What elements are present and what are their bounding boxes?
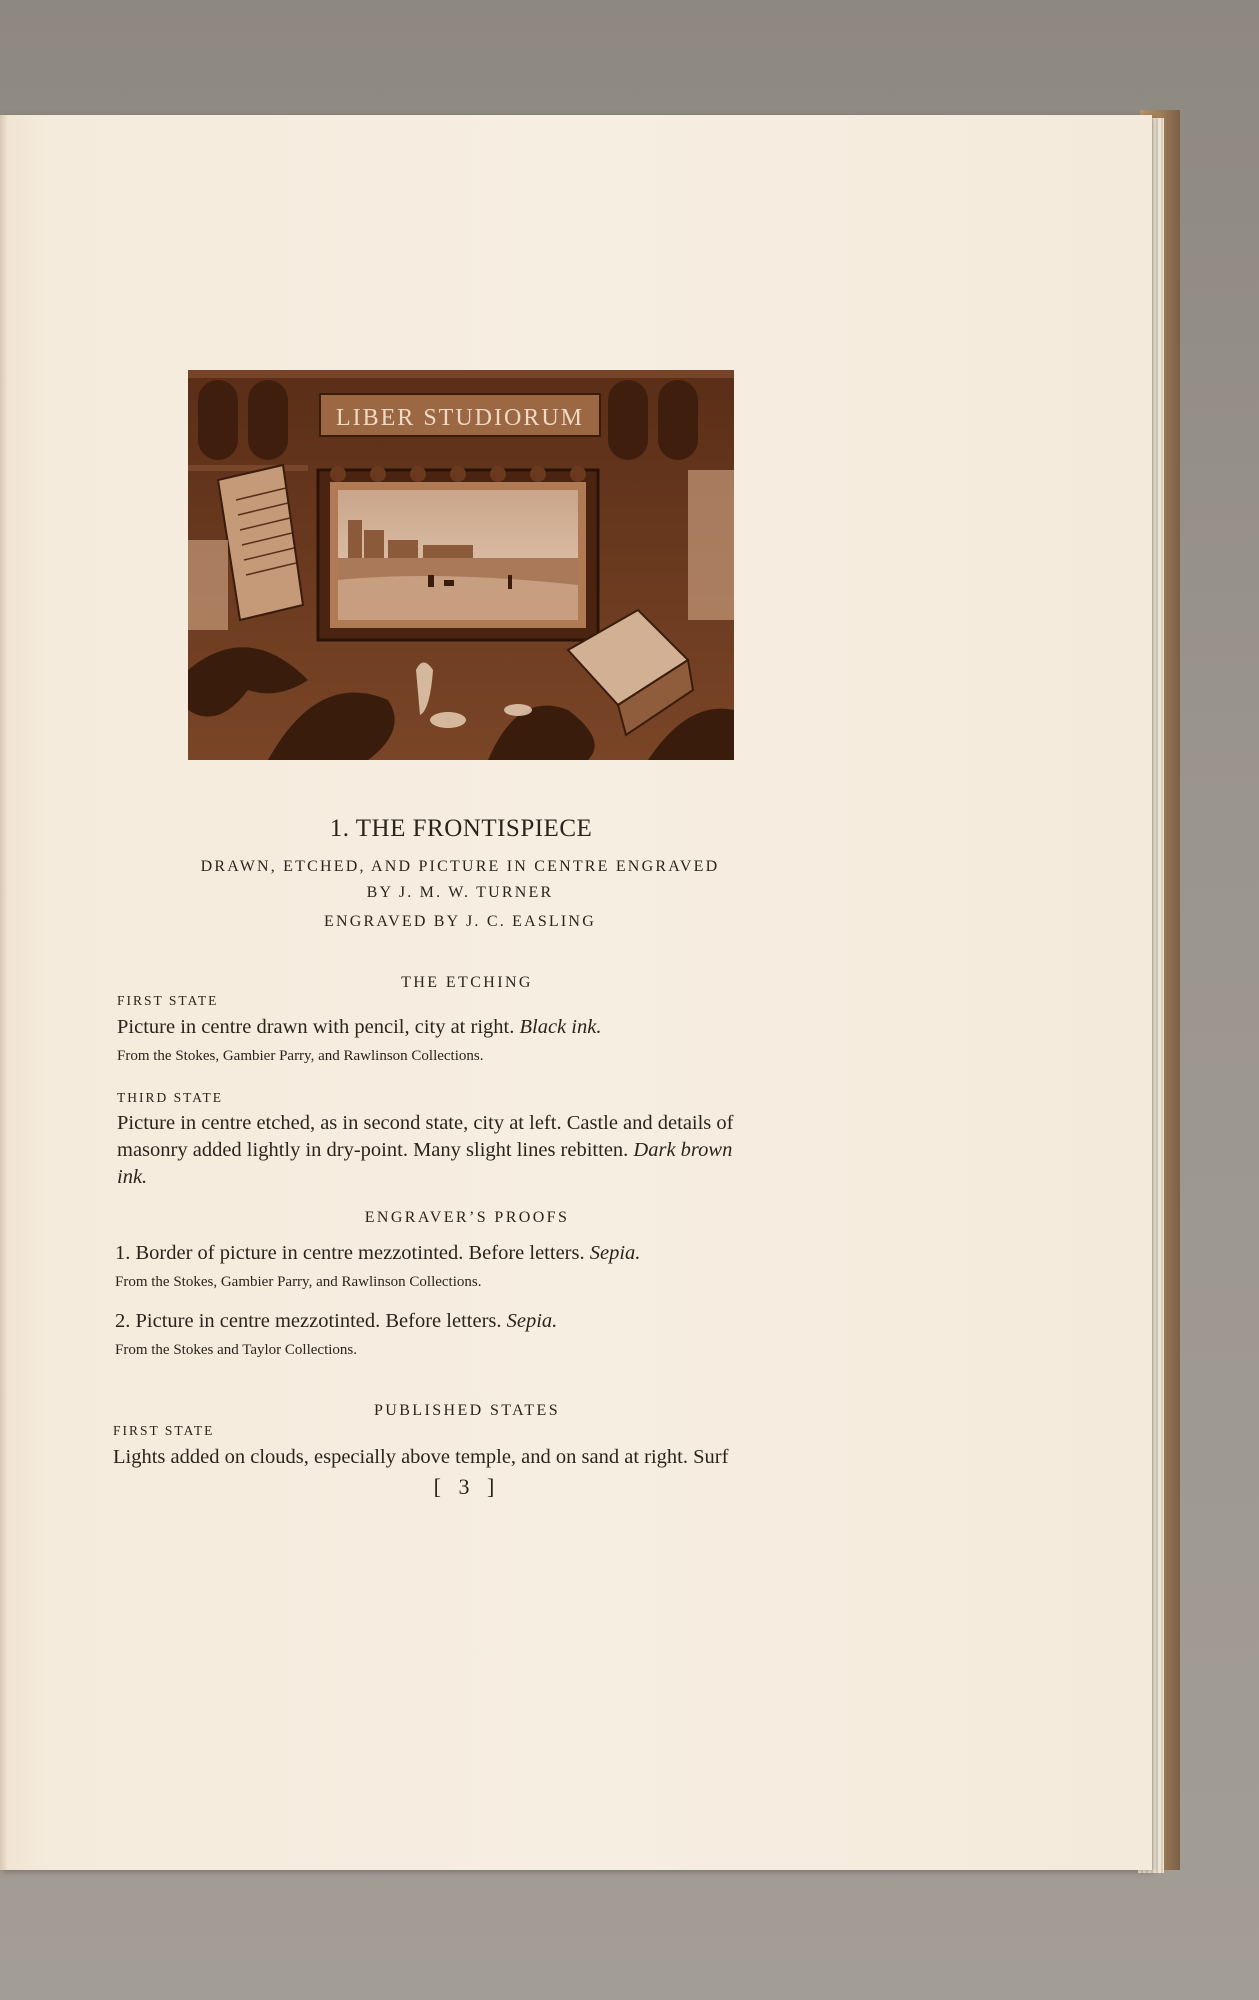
published-first-state-label: FIRST STATE xyxy=(113,1423,215,1438)
etching-first-state-provenance: From the Stokes, Gambier Parry, and Rawlinson Collections. xyxy=(117,1048,484,1064)
proofs-heading: ENGRAVER’S PROOFS xyxy=(364,1209,570,1226)
proof-item-2 xyxy=(115,1308,557,1335)
etching-third-state-line-2-text: masonry added lightly in dry-point. Many slight lines rebitten. xyxy=(117,1139,634,1161)
proof-item-2-text: 2. Picture in centre mezzotinted. Before letters. xyxy=(115,1310,507,1332)
etching-third-state-ink-part-1: Dark brown xyxy=(633,1139,733,1161)
etching-third-state-line-3 xyxy=(117,1164,147,1191)
proof-item-2-ink: Sepia. xyxy=(506,1310,558,1332)
credit-line-1: DRAWN, ETCHED, AND PICTURE IN CENTRE ENGRAVED xyxy=(200,858,720,875)
plate-inscription: LIBER STUDIORUM xyxy=(335,405,585,431)
etching-first-state-ink: Black ink. xyxy=(519,1016,602,1038)
entry-title: 1. THE FRONTISPIECE xyxy=(329,815,593,842)
credit-line-2: BY J. M. W. TURNER xyxy=(366,884,554,901)
etching-first-state-text xyxy=(117,1014,601,1041)
frontispiece-plate xyxy=(188,370,734,760)
etching-heading: THE ETCHING xyxy=(401,974,533,991)
proof-item-2-provenance: From the Stokes and Taylor Collections. xyxy=(115,1342,357,1358)
page-number: [ 3 ] xyxy=(433,1474,501,1499)
proof-item-1-provenance: From the Stokes, Gambier Parry, and Rawlinson Collections. xyxy=(115,1274,482,1290)
frontispiece-illustration xyxy=(188,370,734,760)
etching-third-state-line-2 xyxy=(117,1137,732,1164)
proof-item-1-text: 1. Border of picture in centre mezzotinted. Before letters. xyxy=(115,1242,590,1264)
etching-first-state-description: Picture in centre drawn with pencil, city at right. xyxy=(117,1016,520,1038)
published-first-state-text: Lights added on clouds, especially above temple, and on sand at right. Surf xyxy=(113,1446,729,1468)
credit-line-3: ENGRAVED BY J. C. EASLING xyxy=(324,913,596,930)
published-heading: PUBLISHED STATES xyxy=(373,1402,561,1419)
page-gutter-shadow xyxy=(0,115,8,1870)
etching-third-state-line-1: Picture in centre etched, as in second state, city at left. Castle and details of xyxy=(117,1112,734,1134)
etching-third-state-label: THIRD STATE xyxy=(117,1090,224,1105)
proof-item-1-ink: Sepia. xyxy=(589,1242,641,1264)
etching-third-state-ink-part-2: ink. xyxy=(117,1166,148,1188)
etching-first-state-label: FIRST STATE xyxy=(117,993,219,1008)
proof-item-1 xyxy=(115,1240,640,1267)
